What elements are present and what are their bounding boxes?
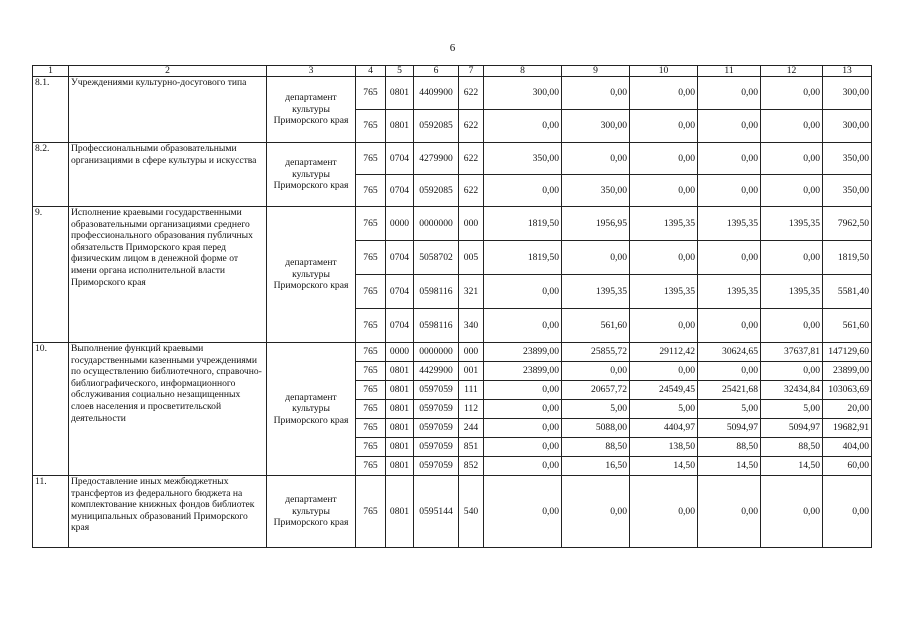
code-type-cell: 622 xyxy=(459,110,484,143)
department-cell: департамент культуры Приморского края xyxy=(267,207,356,343)
value-total-cell: 404,00 xyxy=(823,438,872,457)
value-total-cell: 60,00 xyxy=(823,457,872,476)
value-col-12-cell: 32434,84 xyxy=(761,381,823,400)
value-col-8-cell: 23899,00 xyxy=(484,362,562,381)
value-total-cell: 0,00 xyxy=(823,476,872,548)
value-col-12-cell: 88,50 xyxy=(761,438,823,457)
row-description: Профессиональными образовательными организациями в сфере культуры и искусства xyxy=(69,143,267,207)
value-col-11-cell: 0,00 xyxy=(698,241,761,275)
code-section-cell: 0801 xyxy=(386,381,414,400)
value-col-10-cell: 29112,42 xyxy=(630,343,698,362)
value-total-cell: 1819,50 xyxy=(823,241,872,275)
code-section-cell: 0704 xyxy=(386,175,414,207)
table-row xyxy=(33,77,872,110)
value-col-12-cell: 0,00 xyxy=(761,309,823,343)
code-section-cell: 0801 xyxy=(386,476,414,548)
code-target-cell: 0595144 xyxy=(414,476,459,548)
value-col-12-cell: 1395,35 xyxy=(761,275,823,309)
value-col-8-cell: 23899,00 xyxy=(484,343,562,362)
code-admin-cell: 765 xyxy=(356,457,386,476)
value-col-11-cell: 0,00 xyxy=(698,309,761,343)
code-section-cell: 0801 xyxy=(386,419,414,438)
value-col-8-cell: 0,00 xyxy=(484,400,562,419)
value-total-cell: 147129,60 xyxy=(823,343,872,362)
table-row xyxy=(33,343,872,362)
code-type-cell: 622 xyxy=(459,77,484,110)
code-section-cell: 0704 xyxy=(386,275,414,309)
value-col-11-cell: 88,50 xyxy=(698,438,761,457)
value-col-9-cell: 1956,95 xyxy=(562,207,630,241)
code-type-cell: 005 xyxy=(459,241,484,275)
value-col-10-cell: 4404,97 xyxy=(630,419,698,438)
value-col-8-cell: 300,00 xyxy=(484,77,562,110)
value-col-11-cell: 1395,35 xyxy=(698,275,761,309)
code-admin-cell: 765 xyxy=(356,241,386,275)
value-col-10-cell: 24549,45 xyxy=(630,381,698,400)
value-total-cell: 300,00 xyxy=(823,110,872,143)
value-col-8-cell: 0,00 xyxy=(484,110,562,143)
value-col-12-cell: 14,50 xyxy=(761,457,823,476)
row-description: Выполнение функций краевыми государственными казенными учреждениями по осуществлению библиотечного, справочно-библиографического, информационного обслуживания социально незащищенных слоев населения и просветительской деятельности xyxy=(69,343,267,476)
code-type-cell: 340 xyxy=(459,309,484,343)
value-col-12-cell: 0,00 xyxy=(761,175,823,207)
value-col-12-cell: 0,00 xyxy=(761,241,823,275)
code-type-cell: 622 xyxy=(459,143,484,175)
code-type-cell: 321 xyxy=(459,275,484,309)
table-row xyxy=(33,143,872,175)
code-type-cell: 852 xyxy=(459,457,484,476)
value-total-cell: 7962,50 xyxy=(823,207,872,241)
code-admin-cell: 765 xyxy=(356,77,386,110)
value-col-12-cell: 0,00 xyxy=(761,476,823,548)
value-col-12-cell: 1395,35 xyxy=(761,207,823,241)
code-admin-cell: 765 xyxy=(356,400,386,419)
row-index: 9. xyxy=(33,207,69,343)
value-col-10-cell: 0,00 xyxy=(630,476,698,548)
value-col-12-cell: 0,00 xyxy=(761,143,823,175)
table-row xyxy=(33,207,872,241)
code-admin-cell: 765 xyxy=(356,381,386,400)
row-index: 11. xyxy=(33,476,69,548)
code-admin-cell: 765 xyxy=(356,110,386,143)
code-admin-cell: 765 xyxy=(356,343,386,362)
row-index: 10. xyxy=(33,343,69,476)
value-col-11-cell: 0,00 xyxy=(698,110,761,143)
value-col-10-cell: 1395,35 xyxy=(630,275,698,309)
value-col-11-cell: 0,00 xyxy=(698,143,761,175)
header-cell: 13 xyxy=(823,66,872,77)
header-cell: 10 xyxy=(630,66,698,77)
department-cell: департамент культуры Приморского края xyxy=(267,343,356,476)
value-col-12-cell: 37637,81 xyxy=(761,343,823,362)
code-admin-cell: 765 xyxy=(356,476,386,548)
value-total-cell: 103063,69 xyxy=(823,381,872,400)
header-cell: 12 xyxy=(761,66,823,77)
value-total-cell: 5581,40 xyxy=(823,275,872,309)
code-section-cell: 0801 xyxy=(386,110,414,143)
value-col-10-cell: 0,00 xyxy=(630,362,698,381)
value-col-12-cell: 0,00 xyxy=(761,362,823,381)
code-section-cell: 0704 xyxy=(386,241,414,275)
value-col-8-cell: 0,00 xyxy=(484,419,562,438)
value-col-10-cell: 0,00 xyxy=(630,77,698,110)
value-col-11-cell: 0,00 xyxy=(698,175,761,207)
code-section-cell: 0801 xyxy=(386,362,414,381)
department-cell: департамент культуры Приморского края xyxy=(267,143,356,207)
value-total-cell: 20,00 xyxy=(823,400,872,419)
value-total-cell: 350,00 xyxy=(823,175,872,207)
value-col-8-cell: 0,00 xyxy=(484,381,562,400)
code-admin-cell: 765 xyxy=(356,438,386,457)
code-target-cell: 0598116 xyxy=(414,275,459,309)
header-cell: 1 xyxy=(33,66,69,77)
code-target-cell: 4429900 xyxy=(414,362,459,381)
header-cell: 4 xyxy=(356,66,386,77)
value-col-8-cell: 0,00 xyxy=(484,476,562,548)
value-col-9-cell: 350,00 xyxy=(562,175,630,207)
header-cell: 5 xyxy=(386,66,414,77)
value-col-10-cell: 0,00 xyxy=(630,143,698,175)
value-col-12-cell: 0,00 xyxy=(761,110,823,143)
code-admin-cell: 765 xyxy=(356,419,386,438)
code-target-cell: 0597059 xyxy=(414,438,459,457)
value-col-8-cell: 0,00 xyxy=(484,438,562,457)
value-col-10-cell: 0,00 xyxy=(630,110,698,143)
value-col-9-cell: 0,00 xyxy=(562,77,630,110)
code-section-cell: 0000 xyxy=(386,343,414,362)
header-cell: 7 xyxy=(459,66,484,77)
code-section-cell: 0000 xyxy=(386,207,414,241)
code-type-cell: 001 xyxy=(459,362,484,381)
code-target-cell: 0597059 xyxy=(414,381,459,400)
value-col-10-cell: 0,00 xyxy=(630,309,698,343)
code-admin-cell: 765 xyxy=(356,275,386,309)
code-section-cell: 0801 xyxy=(386,438,414,457)
code-target-cell: 4409900 xyxy=(414,77,459,110)
value-col-12-cell: 5,00 xyxy=(761,400,823,419)
code-type-cell: 111 xyxy=(459,381,484,400)
value-total-cell: 561,60 xyxy=(823,309,872,343)
value-col-9-cell: 5,00 xyxy=(562,400,630,419)
value-col-8-cell: 0,00 xyxy=(484,309,562,343)
code-type-cell: 851 xyxy=(459,438,484,457)
table-row xyxy=(33,476,872,548)
header-cell: 2 xyxy=(69,66,267,77)
row-index: 8.2. xyxy=(33,143,69,207)
header-cell: 11 xyxy=(698,66,761,77)
code-type-cell: 622 xyxy=(459,175,484,207)
value-col-9-cell: 5088,00 xyxy=(562,419,630,438)
row-description: Предоставление иных межбюджетных трансфертов из федерального бюджета на комплектование книжных фондов библиотек муниципальных образований Приморского края xyxy=(69,476,267,548)
value-col-9-cell: 0,00 xyxy=(562,143,630,175)
code-type-cell: 244 xyxy=(459,419,484,438)
code-section-cell: 0801 xyxy=(386,77,414,110)
value-col-12-cell: 5094,97 xyxy=(761,419,823,438)
code-admin-cell: 765 xyxy=(356,207,386,241)
code-section-cell: 0801 xyxy=(386,457,414,476)
value-col-8-cell: 0,00 xyxy=(484,457,562,476)
code-section-cell: 0704 xyxy=(386,143,414,175)
value-col-8-cell: 1819,50 xyxy=(484,207,562,241)
value-col-8-cell: 0,00 xyxy=(484,175,562,207)
code-target-cell: 0597059 xyxy=(414,419,459,438)
value-col-11-cell: 0,00 xyxy=(698,77,761,110)
code-admin-cell: 765 xyxy=(356,309,386,343)
code-admin-cell: 765 xyxy=(356,362,386,381)
code-target-cell: 4279900 xyxy=(414,143,459,175)
value-col-10-cell: 0,00 xyxy=(630,175,698,207)
row-description: Учреждениями культурно-досугового типа xyxy=(69,77,267,143)
code-target-cell: 0597059 xyxy=(414,400,459,419)
value-col-10-cell: 5,00 xyxy=(630,400,698,419)
page-number: 6 xyxy=(449,42,456,54)
value-col-9-cell: 20657,72 xyxy=(562,381,630,400)
code-admin-cell: 765 xyxy=(356,175,386,207)
value-col-9-cell: 25855,72 xyxy=(562,343,630,362)
header-cell: 9 xyxy=(562,66,630,77)
value-col-12-cell: 0,00 xyxy=(761,77,823,110)
code-target-cell: 0592085 xyxy=(414,110,459,143)
value-col-10-cell: 0,00 xyxy=(630,241,698,275)
value-col-9-cell: 561,60 xyxy=(562,309,630,343)
code-target-cell: 0598116 xyxy=(414,309,459,343)
value-col-11-cell: 5,00 xyxy=(698,400,761,419)
value-col-11-cell: 5094,97 xyxy=(698,419,761,438)
code-section-cell: 0704 xyxy=(386,309,414,343)
value-col-9-cell: 0,00 xyxy=(562,362,630,381)
value-col-11-cell: 25421,68 xyxy=(698,381,761,400)
value-col-11-cell: 14,50 xyxy=(698,457,761,476)
value-col-10-cell: 138,50 xyxy=(630,438,698,457)
code-target-cell: 0592085 xyxy=(414,175,459,207)
row-description: Исполнение краевыми государственными образовательными организациями среднего профессионального образования публичных обязательств Приморского края перед физическим лицом в денежной форме от имени органа исполнительной власти Приморского края xyxy=(69,207,267,343)
header-row xyxy=(33,66,872,77)
value-col-9-cell: 16,50 xyxy=(562,457,630,476)
code-target-cell: 0597059 xyxy=(414,457,459,476)
value-col-9-cell: 88,50 xyxy=(562,438,630,457)
code-section-cell: 0801 xyxy=(386,400,414,419)
value-col-9-cell: 0,00 xyxy=(562,241,630,275)
value-col-9-cell: 1395,35 xyxy=(562,275,630,309)
budget-table xyxy=(32,65,872,548)
header-cell: 3 xyxy=(267,66,356,77)
value-col-10-cell: 1395,35 xyxy=(630,207,698,241)
value-col-8-cell: 1819,50 xyxy=(484,241,562,275)
code-target-cell: 0000000 xyxy=(414,207,459,241)
code-admin-cell: 765 xyxy=(356,143,386,175)
code-type-cell: 112 xyxy=(459,400,484,419)
code-type-cell: 540 xyxy=(459,476,484,548)
value-total-cell: 300,00 xyxy=(823,77,872,110)
value-total-cell: 23899,00 xyxy=(823,362,872,381)
value-total-cell: 350,00 xyxy=(823,143,872,175)
value-col-11-cell: 1395,35 xyxy=(698,207,761,241)
value-total-cell: 19682,91 xyxy=(823,419,872,438)
code-target-cell: 5058702 xyxy=(414,241,459,275)
value-col-11-cell: 0,00 xyxy=(698,362,761,381)
value-col-11-cell: 30624,65 xyxy=(698,343,761,362)
department-cell: департамент культуры Приморского края xyxy=(267,476,356,548)
value-col-8-cell: 350,00 xyxy=(484,143,562,175)
code-target-cell: 0000000 xyxy=(414,343,459,362)
value-col-9-cell: 0,00 xyxy=(562,476,630,548)
value-col-11-cell: 0,00 xyxy=(698,476,761,548)
code-type-cell: 000 xyxy=(459,343,484,362)
value-col-8-cell: 0,00 xyxy=(484,275,562,309)
header-cell: 6 xyxy=(414,66,459,77)
code-type-cell: 000 xyxy=(459,207,484,241)
row-index: 8.1. xyxy=(33,77,69,143)
header-cell: 8 xyxy=(484,66,562,77)
value-col-9-cell: 300,00 xyxy=(562,110,630,143)
department-cell: департамент культуры Приморского края xyxy=(267,77,356,143)
value-col-10-cell: 14,50 xyxy=(630,457,698,476)
